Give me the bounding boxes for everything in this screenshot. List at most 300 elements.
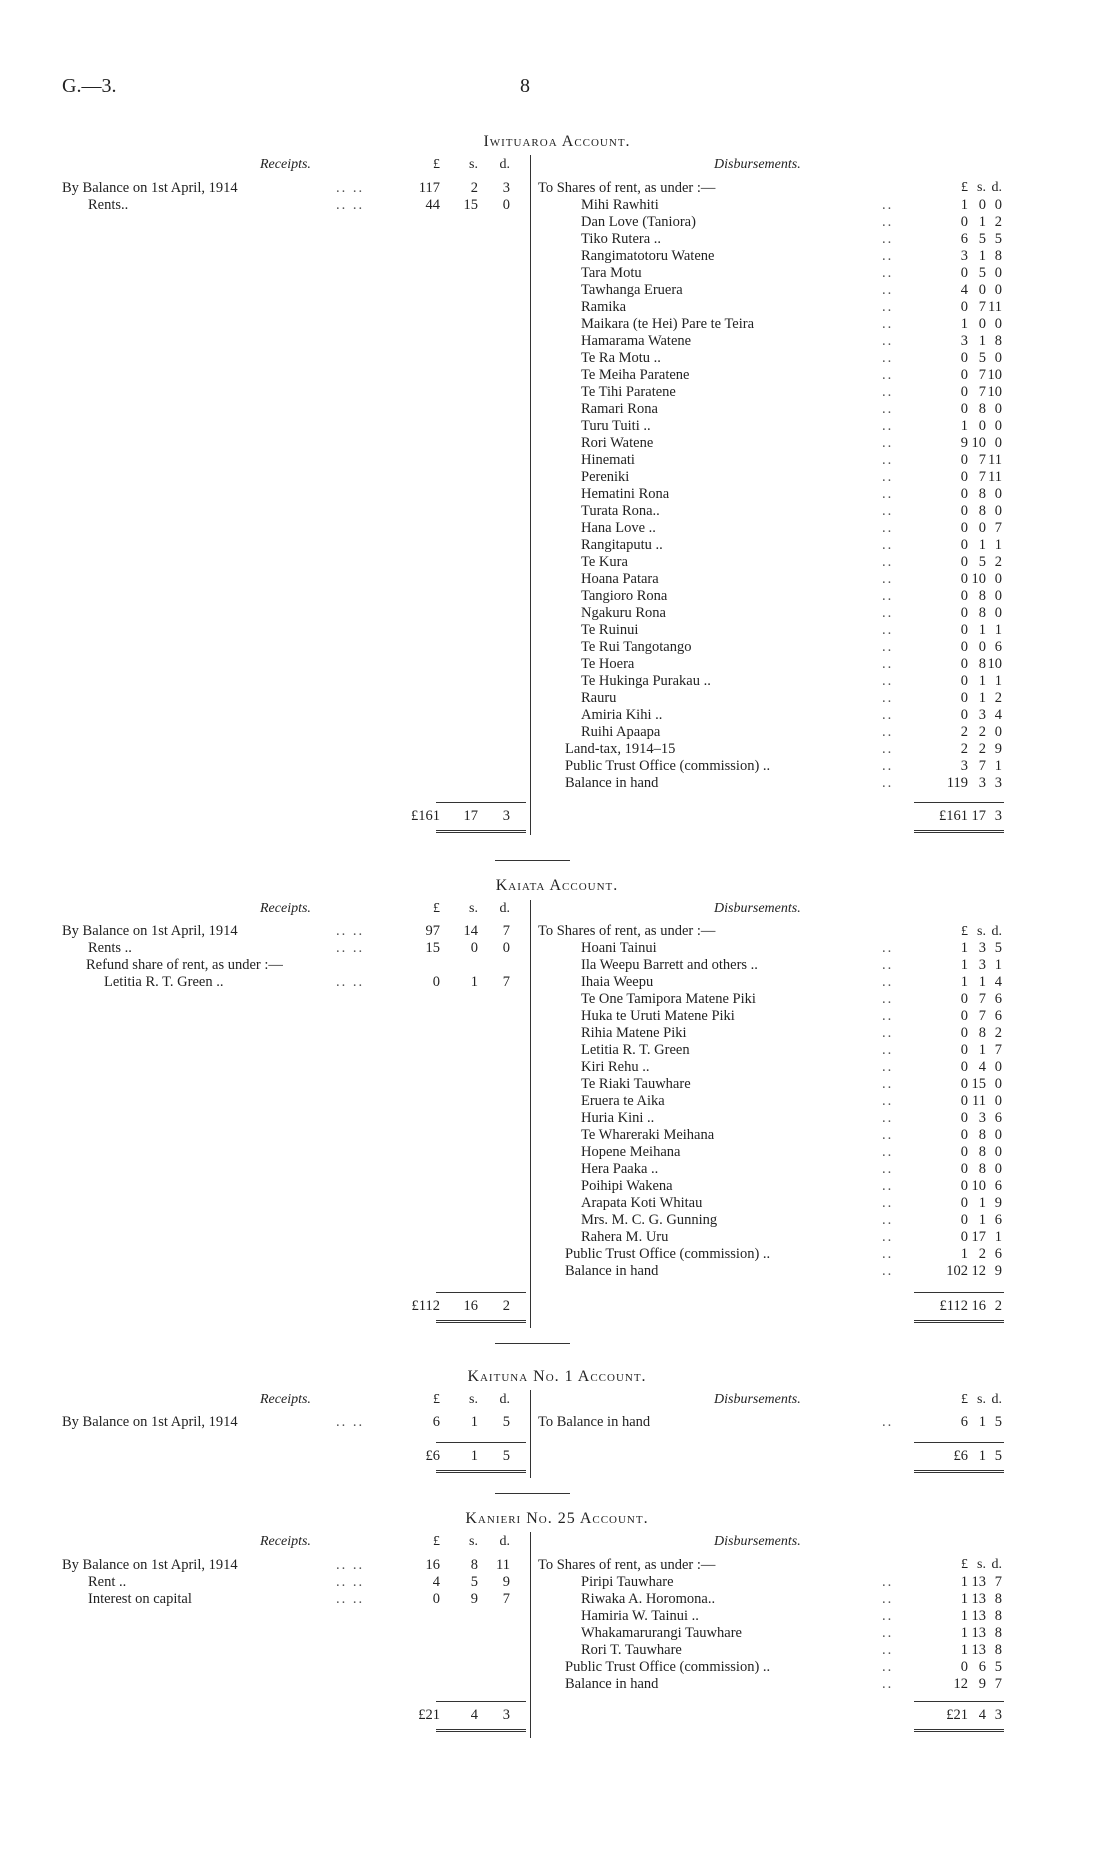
pence-value: 0 bbox=[994, 1127, 1002, 1143]
leader-dots: .. bbox=[882, 248, 894, 264]
share-row bbox=[0, 1127, 1114, 1144]
pence-value: 11 bbox=[988, 299, 1002, 315]
pence-value: 1 bbox=[994, 1229, 1002, 1245]
pounds-value: £21 bbox=[946, 1707, 968, 1723]
shillings-value: 1 bbox=[978, 1195, 986, 1211]
leader-dots: .. bbox=[882, 1042, 894, 1058]
leader-dots: .. bbox=[882, 724, 894, 740]
share-row bbox=[0, 656, 1114, 673]
pounds-value: 1 bbox=[960, 1625, 968, 1641]
shareholder-name: Hamiria W. Tainui .. bbox=[581, 1608, 699, 1624]
shillings-value: 8 bbox=[978, 503, 986, 519]
receipt-label: Letitia R. T. Green .. bbox=[104, 974, 224, 990]
shillings-value: 1 bbox=[470, 974, 478, 990]
shillings-value: 13 bbox=[971, 1625, 986, 1641]
disbursement-label: Land-tax, 1914–15 bbox=[565, 741, 676, 757]
receipts-heading: Receipts. bbox=[260, 901, 311, 916]
share-row bbox=[0, 265, 1114, 282]
shareholder-name: Hopene Meihana bbox=[581, 1144, 681, 1160]
lsd-label: s. bbox=[977, 924, 986, 939]
shareholder-name: Ruihi Apaapa bbox=[581, 724, 661, 740]
pence-value: 0 bbox=[994, 265, 1002, 281]
shareholder-name: Te Meiha Paratene bbox=[581, 367, 690, 383]
shillings-value: 13 bbox=[971, 1574, 986, 1590]
pence-value: 0 bbox=[994, 724, 1002, 740]
leader-dots: .. bbox=[882, 1229, 894, 1245]
shillings-value: 3 bbox=[978, 940, 986, 956]
shillings-value: 0 bbox=[470, 940, 478, 956]
shareholder-name: Tara Motu bbox=[581, 265, 642, 281]
leader-dots: .. bbox=[882, 1414, 894, 1430]
share-row bbox=[0, 248, 1114, 265]
leader-dots: .. bbox=[882, 282, 894, 298]
shareholder-name: Ihaia Weepu bbox=[581, 974, 654, 990]
pounds-value: 0 bbox=[960, 469, 968, 485]
receipt-label: By Balance on 1st April, 1914 bbox=[62, 1557, 238, 1573]
lsd-label: £ bbox=[961, 924, 968, 939]
shareholder-name: Eruera te Aika bbox=[581, 1093, 665, 1109]
shillings-value: 4 bbox=[978, 1707, 986, 1723]
shareholder-name: Te Hoera bbox=[581, 656, 635, 672]
receipt-label: Rents .. bbox=[88, 940, 132, 956]
shillings-value: 5 bbox=[470, 1574, 478, 1590]
pounds-value: 0 bbox=[960, 639, 968, 655]
pounds-value: 0 bbox=[960, 1042, 968, 1058]
lsd-label: s. bbox=[977, 1392, 986, 1407]
disbursements-total-rule bbox=[914, 1442, 1004, 1443]
disbursement-row bbox=[0, 1263, 1114, 1280]
pence-value: 3 bbox=[994, 775, 1002, 791]
shillings-value: 1 bbox=[978, 1448, 986, 1464]
page-number: 8 bbox=[520, 75, 530, 97]
shillings-value: 15 bbox=[463, 197, 478, 213]
leader-dots: .. bbox=[882, 1642, 894, 1658]
shillings-value: 12 bbox=[971, 1263, 986, 1279]
pence-value: 0 bbox=[994, 418, 1002, 434]
leader-dots: .. bbox=[882, 469, 894, 485]
share-row bbox=[0, 1025, 1114, 1042]
disbursement-label: Balance in hand bbox=[565, 1676, 659, 1692]
shillings-value: 0 bbox=[978, 282, 986, 298]
account-title: Iwituaroa Account. bbox=[483, 133, 631, 150]
leader-dots: .. .. bbox=[336, 1557, 365, 1573]
leader-dots: .. .. bbox=[336, 1574, 365, 1590]
pence-value: 0 bbox=[994, 1093, 1002, 1109]
pence-value: 6 bbox=[994, 1178, 1002, 1194]
pounds-value: 12 bbox=[953, 1676, 968, 1692]
shillings-value: 5 bbox=[978, 350, 986, 366]
pence-value: 6 bbox=[994, 1110, 1002, 1126]
share-row bbox=[0, 384, 1114, 401]
leader-dots: .. bbox=[882, 974, 894, 990]
pence-value: 5 bbox=[994, 1414, 1002, 1430]
shareholder-name: Hematini Rona bbox=[581, 486, 670, 502]
leader-dots: .. .. bbox=[336, 1414, 365, 1430]
receipt-label: By Balance on 1st April, 1914 bbox=[62, 180, 238, 196]
share-row bbox=[0, 991, 1114, 1008]
lsd-label: d. bbox=[991, 924, 1002, 939]
shillings-value: 5 bbox=[978, 265, 986, 281]
shillings-value: 17 bbox=[971, 1229, 986, 1245]
leader-dots: .. bbox=[882, 775, 894, 791]
pounds-value: 1 bbox=[960, 1608, 968, 1624]
shillings-value: 5 bbox=[978, 554, 986, 570]
pounds-value: 0 bbox=[960, 299, 968, 315]
pence-value: 0 bbox=[994, 350, 1002, 366]
leader-dots: .. bbox=[882, 1625, 894, 1641]
shareholder-name: Rori T. Tauwhare bbox=[581, 1642, 682, 1658]
shareholder-name: Huka te Uruti Matene Piki bbox=[581, 1008, 735, 1024]
share-row bbox=[0, 1059, 1114, 1076]
pounds-value: 0 bbox=[960, 367, 968, 383]
disbursements-total-rule bbox=[914, 1701, 1004, 1702]
pounds-value: £21 bbox=[418, 1707, 440, 1723]
shillings-value: 7 bbox=[978, 367, 986, 383]
lsd-label: s. bbox=[469, 157, 478, 172]
shillings-value: 7 bbox=[978, 991, 986, 1007]
leader-dots: .. bbox=[882, 503, 894, 519]
receipt-label: By Balance on 1st April, 1914 bbox=[62, 923, 238, 939]
shareholder-name: Riwaka A. Horomona.. bbox=[581, 1591, 716, 1607]
share-row bbox=[0, 435, 1114, 452]
pounds-value: 1 bbox=[960, 940, 968, 956]
pounds-value: 0 bbox=[960, 452, 968, 468]
leader-dots: .. bbox=[882, 418, 894, 434]
pounds-value: 0 bbox=[960, 1110, 968, 1126]
pence-value: 0 bbox=[994, 1144, 1002, 1160]
leader-dots: .. bbox=[882, 435, 894, 451]
pence-value: 6 bbox=[994, 639, 1002, 655]
shareholder-name: Tangioro Rona bbox=[581, 588, 668, 604]
shillings-value: 1 bbox=[470, 1448, 478, 1464]
lsd-label: d. bbox=[499, 1392, 510, 1407]
disbursement-label: Public Trust Office (commission) .. bbox=[565, 1246, 771, 1262]
shillings-value: 13 bbox=[971, 1608, 986, 1624]
disbursement-row bbox=[0, 775, 1114, 792]
share-row bbox=[0, 197, 1114, 214]
pence-value: 0 bbox=[994, 282, 1002, 298]
pence-value: 0 bbox=[502, 197, 510, 213]
lsd-label: d. bbox=[499, 1534, 510, 1549]
leader-dots: .. bbox=[882, 384, 894, 400]
leader-dots: .. bbox=[882, 1608, 894, 1624]
pounds-value: 0 bbox=[960, 1659, 968, 1675]
share-row bbox=[0, 350, 1114, 367]
leader-dots: .. bbox=[882, 1025, 894, 1041]
leader-dots: .. bbox=[882, 605, 894, 621]
leader-dots: .. bbox=[882, 1076, 894, 1092]
lsd-label: d. bbox=[991, 1392, 1002, 1407]
pence-value: 7 bbox=[502, 974, 510, 990]
pounds-value: 0 bbox=[960, 401, 968, 417]
pence-value: 0 bbox=[994, 1076, 1002, 1092]
pence-value: 0 bbox=[994, 1059, 1002, 1075]
leader-dots: .. .. bbox=[336, 940, 365, 956]
disbursement-label: To Balance in hand bbox=[538, 1414, 651, 1430]
pence-value: 3 bbox=[994, 1707, 1002, 1723]
shillings-value: 1 bbox=[978, 1042, 986, 1058]
shareholder-name: Letitia R. T. Green bbox=[581, 1042, 690, 1058]
disbursement-row bbox=[0, 1414, 1114, 1431]
shillings-value: 9 bbox=[470, 1591, 478, 1607]
pence-value: 0 bbox=[994, 197, 1002, 213]
shillings-value: 0 bbox=[978, 639, 986, 655]
disbursement-row bbox=[0, 741, 1114, 758]
shillings-value: 1 bbox=[978, 214, 986, 230]
disbursement-label: Balance in hand bbox=[565, 775, 659, 791]
pence-value: 2 bbox=[994, 1298, 1002, 1314]
pence-value: 8 bbox=[994, 1625, 1002, 1641]
lsd-label: £ bbox=[433, 1534, 440, 1549]
pence-value: 7 bbox=[994, 1574, 1002, 1590]
pounds-value: £161 bbox=[411, 808, 440, 824]
receipts-total-double-rule bbox=[436, 1320, 526, 1326]
shareholder-name: Dan Love (Taniora) bbox=[581, 214, 696, 230]
leader-dots: .. .. bbox=[336, 180, 365, 196]
receipts-heading: Receipts. bbox=[260, 1534, 311, 1549]
shillings-value: 14 bbox=[463, 923, 478, 939]
pence-value: 11 bbox=[988, 452, 1002, 468]
pence-value: 1 bbox=[994, 622, 1002, 638]
pence-value: 8 bbox=[994, 1591, 1002, 1607]
share-row bbox=[0, 957, 1114, 974]
pounds-value: 0 bbox=[960, 1195, 968, 1211]
pounds-value: £112 bbox=[411, 1298, 440, 1314]
shillings-value: 0 bbox=[978, 316, 986, 332]
pence-value: 4 bbox=[994, 707, 1002, 723]
share-row bbox=[0, 316, 1114, 333]
shareholder-name: Te Whareraki Meihana bbox=[581, 1127, 715, 1143]
pence-value: 4 bbox=[994, 974, 1002, 990]
leader-dots: .. bbox=[882, 333, 894, 349]
shareholder-name: Rahera M. Uru bbox=[581, 1229, 669, 1245]
leader-dots: .. .. bbox=[336, 974, 365, 990]
account-title: Kaiata Account. bbox=[495, 877, 619, 894]
share-row bbox=[0, 1042, 1114, 1059]
lsd-label: d. bbox=[499, 901, 510, 916]
shareholder-name: Ngakuru Rona bbox=[581, 605, 666, 621]
shareholder-name: Tawhanga Eruera bbox=[581, 282, 683, 298]
pounds-value: 0 bbox=[960, 656, 968, 672]
pounds-value: 6 bbox=[960, 231, 968, 247]
shillings-value: 1 bbox=[470, 1414, 478, 1430]
share-row bbox=[0, 401, 1114, 418]
leader-dots: .. bbox=[882, 656, 894, 672]
shareholder-name: Te Kura bbox=[581, 554, 628, 570]
pence-value: 0 bbox=[994, 503, 1002, 519]
pence-value: 9 bbox=[994, 1195, 1002, 1211]
shillings-value: 3 bbox=[978, 775, 986, 791]
shillings-value: 0 bbox=[978, 197, 986, 213]
leader-dots: .. bbox=[882, 639, 894, 655]
leader-dots: .. bbox=[882, 1110, 894, 1126]
leader-dots: .. .. bbox=[336, 197, 365, 213]
shillings-value: 16 bbox=[971, 1298, 986, 1314]
shillings-value: 7 bbox=[978, 384, 986, 400]
shareholder-name: Rangitaputu .. bbox=[581, 537, 663, 553]
leader-dots: .. bbox=[882, 197, 894, 213]
shillings-value: 15 bbox=[971, 1076, 986, 1092]
share-row bbox=[0, 520, 1114, 537]
pounds-value: 6 bbox=[960, 1414, 968, 1430]
disbursement-intro-label: To Shares of rent, as under :— bbox=[538, 923, 716, 939]
lsd-label: s. bbox=[469, 1534, 478, 1549]
share-row bbox=[0, 214, 1114, 231]
pence-value: 0 bbox=[502, 940, 510, 956]
shillings-value: 2 bbox=[470, 180, 478, 196]
disbursement-label: Balance in hand bbox=[565, 1263, 659, 1279]
leader-dots: .. bbox=[882, 758, 894, 774]
shillings-value: 8 bbox=[978, 486, 986, 502]
shillings-value: 8 bbox=[978, 656, 986, 672]
lsd-label: £ bbox=[961, 1557, 968, 1572]
shareholder-name: Hana Love .. bbox=[581, 520, 656, 536]
receipts-total-double-rule bbox=[436, 830, 526, 836]
disbursements-total-rule bbox=[914, 1292, 1004, 1293]
share-row bbox=[0, 1591, 1114, 1608]
shillings-value: 7 bbox=[978, 1008, 986, 1024]
shillings-value: 6 bbox=[978, 1659, 986, 1675]
receipt-label: Interest on capital bbox=[88, 1591, 192, 1607]
pounds-value: 4 bbox=[960, 282, 968, 298]
pounds-value: 1 bbox=[960, 316, 968, 332]
section-separator bbox=[495, 1493, 570, 1494]
lsd-label: d. bbox=[991, 1557, 1002, 1572]
leader-dots: .. bbox=[882, 231, 894, 247]
section-separator bbox=[495, 860, 570, 861]
pounds-value: 0 bbox=[960, 1212, 968, 1228]
pounds-value: 1 bbox=[960, 957, 968, 973]
pounds-value: 0 bbox=[960, 690, 968, 706]
lsd-label: £ bbox=[961, 180, 968, 195]
receipts-heading: Receipts. bbox=[260, 157, 311, 172]
shareholder-name: Rihia Matene Piki bbox=[581, 1025, 687, 1041]
leader-dots: .. bbox=[882, 1246, 894, 1262]
shillings-value: 7 bbox=[978, 452, 986, 468]
shillings-value: 1 bbox=[978, 622, 986, 638]
shillings-value: 7 bbox=[978, 758, 986, 774]
shareholder-name: Turu Tuiti .. bbox=[581, 418, 651, 434]
shillings-value: 7 bbox=[978, 469, 986, 485]
disbursement-row bbox=[0, 1246, 1114, 1263]
share-row bbox=[0, 588, 1114, 605]
disbursement-row bbox=[0, 758, 1114, 775]
pounds-value: 1 bbox=[960, 1642, 968, 1658]
leader-dots: .. bbox=[882, 1127, 894, 1143]
shillings-value: 0 bbox=[978, 520, 986, 536]
pence-value: 5 bbox=[502, 1448, 510, 1464]
pence-value: 10 bbox=[987, 367, 1002, 383]
pence-value: 8 bbox=[994, 248, 1002, 264]
leader-dots: .. bbox=[882, 316, 894, 332]
lsd-label: d. bbox=[991, 180, 1002, 195]
lsd-label: s. bbox=[977, 1557, 986, 1572]
shareholder-name: Hamarama Watene bbox=[581, 333, 692, 349]
share-row bbox=[0, 554, 1114, 571]
shareholder-name: Ramika bbox=[581, 299, 627, 315]
disbursement-label: Public Trust Office (commission) .. bbox=[565, 1659, 771, 1675]
pounds-value: 0 bbox=[960, 537, 968, 553]
shareholder-name: Rangimatotoru Watene bbox=[581, 248, 715, 264]
pence-value: 2 bbox=[994, 690, 1002, 706]
share-row bbox=[0, 673, 1114, 690]
pence-value: 1 bbox=[994, 673, 1002, 689]
column-divider bbox=[530, 1390, 531, 1478]
pounds-value: 0 bbox=[960, 1161, 968, 1177]
receipt-row bbox=[0, 1557, 530, 1574]
share-row bbox=[0, 571, 1114, 588]
pounds-value: 0 bbox=[960, 384, 968, 400]
pounds-value: 0 bbox=[960, 991, 968, 1007]
shillings-value: 0 bbox=[978, 418, 986, 434]
shareholder-name: Turata Rona.. bbox=[581, 503, 660, 519]
shillings-value: 8 bbox=[978, 1144, 986, 1160]
disbursement-intro-label: To Shares of rent, as under :— bbox=[538, 180, 716, 196]
pence-value: 11 bbox=[988, 469, 1002, 485]
pounds-value: 1 bbox=[960, 418, 968, 434]
receipt-label: Refund share of rent, as under :— bbox=[86, 957, 283, 973]
pounds-value: 15 bbox=[425, 940, 440, 956]
receipts-total-double-rule bbox=[436, 1729, 526, 1735]
pounds-value: £6 bbox=[425, 1448, 440, 1464]
disbursement-label: Public Trust Office (commission) .. bbox=[565, 758, 771, 774]
pounds-value: 0 bbox=[960, 503, 968, 519]
share-row bbox=[0, 452, 1114, 469]
pence-value: 10 bbox=[987, 384, 1002, 400]
pounds-value: 0 bbox=[432, 1591, 440, 1607]
leader-dots: .. bbox=[882, 401, 894, 417]
disbursement-intro-label: To Shares of rent, as under :— bbox=[538, 1557, 716, 1573]
receipt-label: Rents.. bbox=[88, 197, 129, 213]
share-row bbox=[0, 1110, 1114, 1127]
pounds-value: 1 bbox=[960, 974, 968, 990]
disbursements-total-rule bbox=[914, 802, 1004, 803]
pence-value: 8 bbox=[994, 1642, 1002, 1658]
share-row bbox=[0, 1093, 1114, 1110]
pounds-value: 0 bbox=[960, 1229, 968, 1245]
leader-dots: .. bbox=[882, 1161, 894, 1177]
leader-dots: .. bbox=[882, 554, 894, 570]
shillings-value: 13 bbox=[971, 1591, 986, 1607]
account-title: Kanieri No. 25 Account. bbox=[465, 1510, 649, 1527]
pence-value: 0 bbox=[994, 486, 1002, 502]
leader-dots: .. bbox=[882, 1574, 894, 1590]
pounds-value: 0 bbox=[960, 622, 968, 638]
pence-value: 0 bbox=[994, 316, 1002, 332]
shareholder-name: Pereniki bbox=[581, 469, 630, 485]
shillings-value: 16 bbox=[463, 1298, 478, 1314]
shareholder-name: Te Rui Tangotango bbox=[581, 639, 692, 655]
shareholder-name: Tiko Rutera .. bbox=[581, 231, 662, 247]
pounds-value: 6 bbox=[432, 1414, 440, 1430]
pence-value: 0 bbox=[994, 571, 1002, 587]
pence-value: 1 bbox=[994, 537, 1002, 553]
pounds-value: 0 bbox=[960, 1059, 968, 1075]
shillings-value: 8 bbox=[978, 605, 986, 621]
shareholder-name: Mihi Rawhiti bbox=[581, 197, 659, 213]
shareholder-name: Hoani Tainui bbox=[581, 940, 657, 956]
share-row bbox=[0, 1608, 1114, 1625]
lsd-label: £ bbox=[433, 1392, 440, 1407]
shillings-value: 2 bbox=[978, 1246, 986, 1262]
pence-value: 0 bbox=[994, 401, 1002, 417]
pounds-value: 0 bbox=[960, 1178, 968, 1194]
shillings-value: 1 bbox=[978, 673, 986, 689]
share-row bbox=[0, 1642, 1114, 1659]
leader-dots: .. bbox=[882, 690, 894, 706]
shillings-value: 4 bbox=[978, 1059, 986, 1075]
pence-value: 3 bbox=[502, 808, 510, 824]
